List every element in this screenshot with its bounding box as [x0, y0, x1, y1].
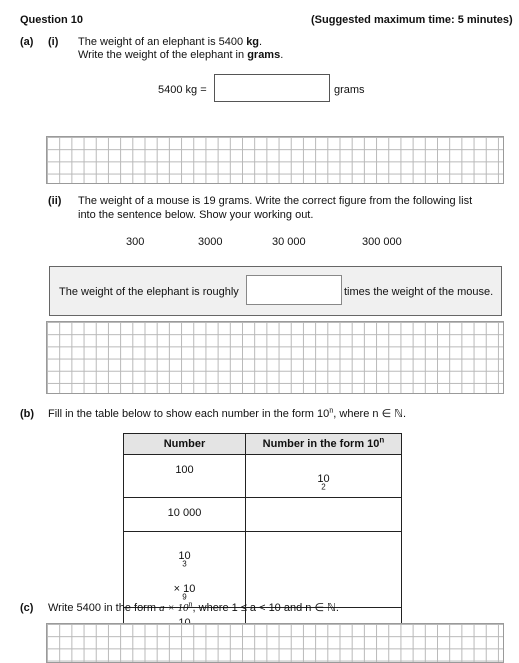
part-c-label: (c): [20, 602, 34, 614]
times-answer-box[interactable]: [246, 275, 342, 305]
table-cell-form[interactable]: [246, 532, 402, 608]
equation-left: 5400 kg =: [158, 84, 207, 96]
part-b-label: (b): [20, 408, 35, 420]
table-row: [124, 498, 402, 532]
part-a-ii-label: (ii): [48, 195, 62, 207]
table-cell-form[interactable]: 10 $^2$: [246, 455, 402, 498]
part-b-instruction: Fill in the table below to show each number in the form 10$^n$, where n ∈ ℕ.: [48, 405, 407, 420]
sentence-panel: [49, 266, 502, 316]
part-c-instruction: Write 5400 in the form $a \times 10^n$, where 1 ≤ a < 10 and n ∈ ℕ.: [48, 599, 339, 614]
table-header-form: Number in the form 10$^n$: [246, 434, 402, 455]
option-2: 3000: [198, 236, 223, 248]
option-4: 300 000: [362, 236, 402, 248]
working-grid-c[interactable]: [46, 623, 504, 663]
part-a-i-label: (i): [48, 36, 59, 48]
question-title: Question 10: [20, 14, 83, 26]
part-a-i-line1: The weight of an elephant is 5400 kg.: [78, 36, 263, 48]
part-a-i-line2: Write the weight of the elephant in grams.: [78, 49, 284, 61]
working-grid-a-ii[interactable]: [46, 321, 504, 394]
table-header-row: [124, 434, 402, 455]
option-1: 300: [126, 236, 145, 248]
table-row: [124, 532, 402, 608]
working-grid-a-i[interactable]: [46, 136, 504, 184]
option-3: 30 000: [272, 236, 306, 248]
sentence-after: times the weight of the mouse.: [344, 286, 494, 298]
time-note: (Suggested maximum time: 5 minutes): [311, 14, 513, 26]
grams-answer-box[interactable]: [214, 74, 330, 102]
grams-unit-label: grams: [334, 84, 365, 96]
table-row: [124, 455, 402, 498]
table-cell-number: 10 $^3$ × 10 $^9$: [124, 532, 246, 608]
table-cell-number: 10 000: [124, 498, 246, 532]
table-cell-form[interactable]: [246, 498, 402, 532]
table-header-number: Number: [124, 434, 246, 455]
part-a-label: (a): [20, 36, 34, 48]
part-a-ii-line2: into the sentence below. Show your working out.: [78, 209, 314, 221]
part-a-ii-line1: The weight of a mouse is 19 grams. Write the correct figure from the following list: [78, 195, 473, 207]
sentence-before: The weight of the elephant is roughly: [59, 286, 239, 298]
table-cell-number: 100: [124, 455, 246, 498]
